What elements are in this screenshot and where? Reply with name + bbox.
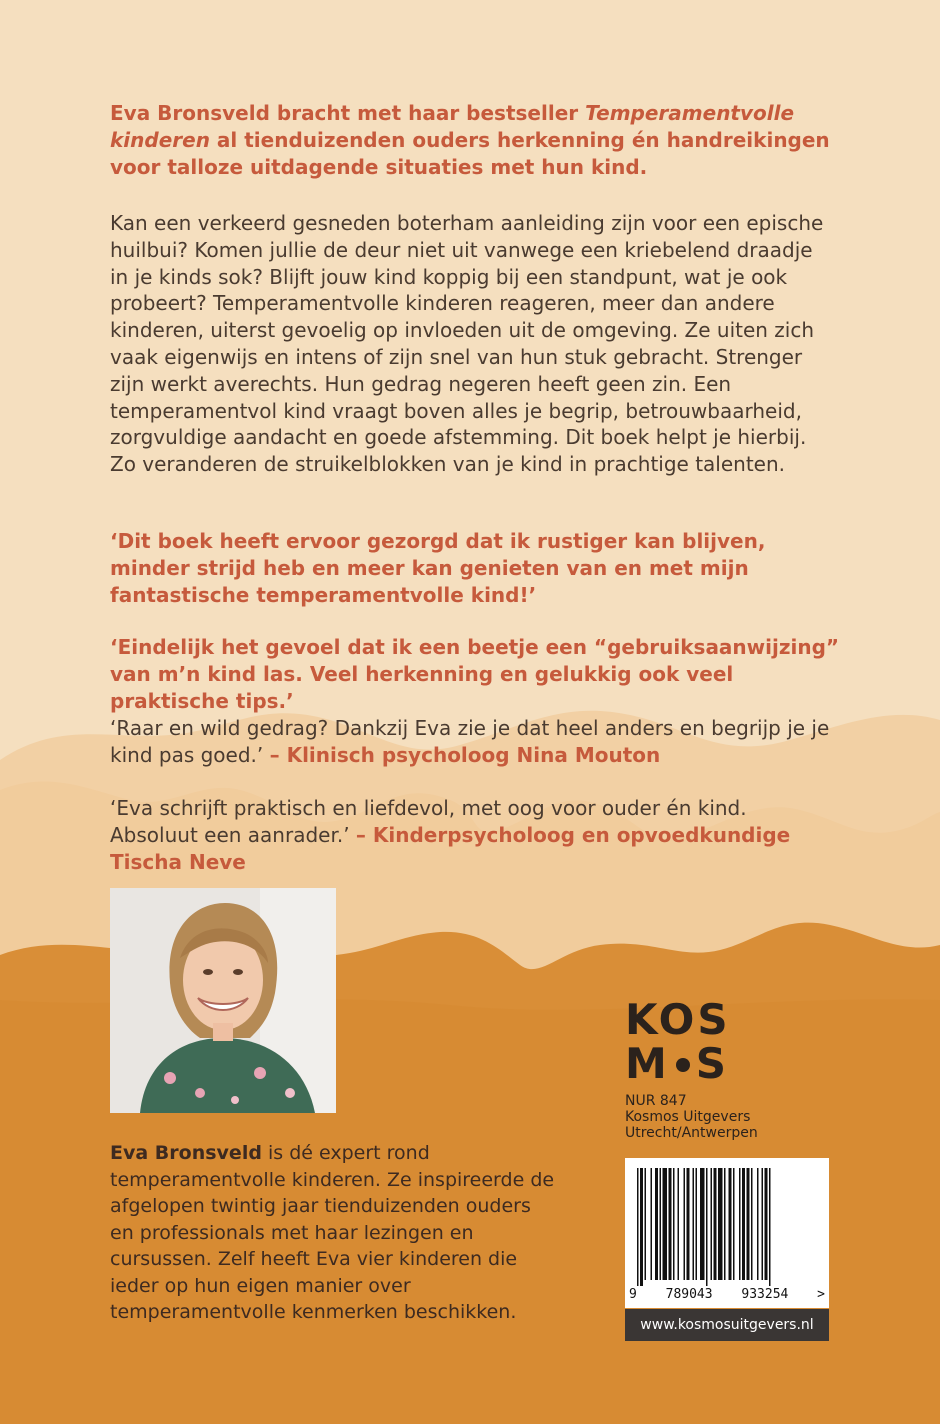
intro-text <box>110 100 840 181</box>
publisher-location: Utrecht/Antwerpen <box>625 1125 758 1141</box>
barcode-bar <box>687 1168 690 1280</box>
isbn-group-2: 933254 <box>741 1287 789 1302</box>
reader-quote-2: ‘Eindelijk het gevoel dat ik een beetje een “gebruiksaanwijzing” van m’n kind las. Veel herkenning en gelukkig ook veel praktische tips.’ <box>110 635 840 713</box>
barcode-bar <box>706 1168 708 1286</box>
logo-line-2-right: S <box>695 1039 730 1088</box>
nur-code: NUR 847 <box>625 1093 687 1109</box>
review-2-attribution: – Kinderpsycholoog en opvoedkundige Tischa Neve <box>110 822 791 874</box>
barcode-bar <box>739 1168 741 1280</box>
author-photo <box>110 888 336 1113</box>
barcode-bar <box>711 1168 713 1280</box>
barcode-bar <box>757 1168 759 1280</box>
isbn-digits <box>625 1287 829 1302</box>
intro-book-title: Temperamentvolle kinderen <box>110 101 795 152</box>
intro-part1: Eva Bronsveld bracht met haar bestseller <box>110 101 586 125</box>
review-1-attribution: – Klinisch psycholoog Nina Mouton <box>269 742 661 767</box>
barcode-bar <box>762 1168 764 1280</box>
review-1-text: ‘Raar en wild gedrag? Dankzij Eva zie je dat heel anders en begrijp je je kind pas goed.’ <box>110 716 830 767</box>
barcode-bar <box>718 1168 723 1280</box>
logo-dot-icon <box>676 1058 690 1072</box>
barcode-bar <box>663 1168 668 1280</box>
review-1 <box>110 715 840 769</box>
review-2-text: ‘Eva schrijft praktisch en liefdevol, met oog voor ouder én kind. Absoluut een aanrader.’ <box>110 796 747 847</box>
barcode-bar <box>747 1168 750 1280</box>
barcode-bar <box>724 1168 726 1280</box>
logo-line-1: KOS <box>625 995 731 1044</box>
isbn-group-1: 789043 <box>665 1287 713 1302</box>
publisher-info <box>625 1093 758 1141</box>
isbn-lead-digit: 9 <box>629 1287 637 1302</box>
intro-part2: al tienduizenden ouders herkenning én handreikingen voor talloze uitdagende situaties met hun kind. <box>110 128 830 179</box>
logo-line-2-left: M <box>625 1039 670 1088</box>
author-name: Eva Bronsveld <box>110 1142 262 1164</box>
publisher-name: Kosmos Uitgevers <box>625 1109 751 1125</box>
barcode-bar <box>684 1168 686 1280</box>
barcode-bar <box>765 1168 768 1280</box>
publisher-website[interactable]: www.kosmosuitgevers.nl <box>625 1309 829 1341</box>
barcode-bar <box>651 1168 653 1280</box>
barcode-bar <box>645 1168 647 1280</box>
barcode-bar <box>693 1168 695 1280</box>
isbn-trail: > <box>817 1287 825 1302</box>
barcode-bar <box>660 1168 662 1280</box>
barcode-bar <box>729 1168 732 1280</box>
barcode-bar <box>714 1168 717 1280</box>
barcode-bar <box>742 1168 745 1280</box>
barcode-bar <box>769 1168 771 1286</box>
barcode-bar <box>700 1168 705 1280</box>
barcode-bar <box>640 1168 643 1286</box>
barcode-bars <box>625 1158 829 1286</box>
description-text: Kan een verkeerd gesneden boterham aanleiding zijn voor een epische huilbui? Komen jullie de deur niet uit vanwege een kriebelend draadje in je kinds sok? Blijft jouw kind koppig bij een standpunt, wat je ook probeert? Temperamentvolle kinderen reageren, meer dan andere kinderen, uiterst gevoelig op invloeden uit de omgeving. Ze uiten zich vaak eigenwijs en intens of zijn snel van hun stuk gebracht. Strenger zijn werkt averechts. Hun gedrag negeren heeft geen zin. Een temperamentvol kind vraagt boven alles je begrip, betrouwbaarheid, zorgvuldige aandacht en goede afstemming. Dit boek helpt je hierbij. Zo veranderen de struikelblokken van je kind in prachtige talenten. <box>110 211 824 477</box>
kosmos-logo <box>625 995 731 1088</box>
author-bio <box>110 1140 560 1326</box>
barcode-bar <box>733 1168 735 1280</box>
isbn-barcode <box>625 1158 829 1308</box>
barcode-bar <box>637 1168 639 1286</box>
barcode-bar <box>673 1168 675 1280</box>
barcode-bar <box>669 1168 672 1280</box>
barcode-bar <box>696 1168 698 1280</box>
barcode-bar <box>655 1168 658 1280</box>
reader-quote-1: ‘Dit boek heeft ervoor gezorgd dat ik rustiger kan blijven, minder strijd heb en meer kan genieten van en met mijn fantastische temperamentvolle kind!’ <box>110 529 766 607</box>
barcode-bar <box>751 1168 753 1280</box>
barcode-bar <box>678 1168 680 1280</box>
author-bio-text: is dé expert rond temperamentvolle kinderen. Ze inspireerde de afgelopen twintig jaar tienduizenden ouders en professionals met haar lezingen en cursussen. Zelf heeft Eva vier kinderen die ieder op hun eigen manier over temperamentvolle kenmerken beschikken. <box>110 1142 555 1323</box>
review-2 <box>110 795 840 875</box>
